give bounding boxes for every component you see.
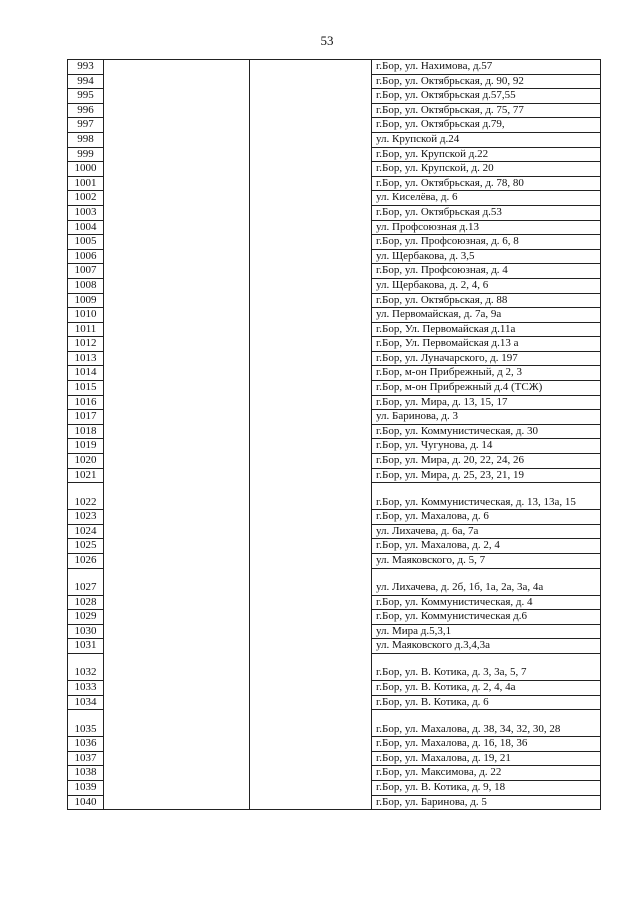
address-cell: г.Бор, ул. Махалова, д. 16, 18, 36 [372, 737, 601, 752]
row-number: 1011 [68, 322, 104, 337]
empty-cell [104, 147, 250, 162]
empty-cell [104, 780, 250, 795]
row-number: 1009 [68, 293, 104, 308]
address-cell: ул. Лихачева, д. 2б, 1б, 1а, 2а, 3а, 4а [372, 568, 601, 595]
table-row [68, 568, 601, 595]
address-cell: ул. Лихачева, д. 6а, 7а [372, 524, 601, 539]
empty-cell [104, 595, 250, 610]
empty-cell [250, 381, 372, 396]
empty-cell [250, 653, 372, 680]
empty-cell [104, 191, 250, 206]
table-row [68, 424, 601, 439]
empty-cell [104, 74, 250, 89]
empty-cell [250, 278, 372, 293]
empty-cell [104, 118, 250, 133]
table-row [68, 468, 601, 483]
table-row [68, 595, 601, 610]
address-cell: ул. Первомайская, д. 7а, 9а [372, 308, 601, 323]
row-number: 996 [68, 103, 104, 118]
address-cell: ул. Маяковского, д. 5, 7 [372, 554, 601, 569]
address-cell: г.Бор, ул. Октябрьская, д. 88 [372, 293, 601, 308]
empty-cell [250, 468, 372, 483]
empty-cell [104, 264, 250, 279]
address-cell: г.Бор, ул. Нахимова, д.57 [372, 60, 601, 75]
empty-cell [250, 524, 372, 539]
row-number: 1025 [68, 539, 104, 554]
empty-cell [250, 293, 372, 308]
empty-cell [104, 468, 250, 483]
empty-cell [104, 308, 250, 323]
empty-cell [104, 639, 250, 654]
empty-cell [250, 103, 372, 118]
empty-cell [104, 366, 250, 381]
empty-cell [250, 766, 372, 781]
empty-cell [250, 424, 372, 439]
table-row [68, 510, 601, 525]
table-row [68, 710, 601, 737]
table-row [68, 264, 601, 279]
empty-cell [250, 539, 372, 554]
empty-cell [250, 595, 372, 610]
address-cell: ул. Киселёва, д. 6 [372, 191, 601, 206]
row-number: 1029 [68, 610, 104, 625]
row-number: 1001 [68, 176, 104, 191]
table-row [68, 103, 601, 118]
table-row [68, 308, 601, 323]
address-table [67, 59, 601, 810]
address-cell: г.Бор, ул. В. Котика, д. 6 [372, 695, 601, 710]
empty-cell [250, 554, 372, 569]
row-number: 1003 [68, 205, 104, 220]
row-number: 1013 [68, 351, 104, 366]
row-number: 1006 [68, 249, 104, 264]
table-row [68, 524, 601, 539]
page-number: 53 [320, 33, 334, 48]
empty-cell [104, 176, 250, 191]
row-number: 998 [68, 132, 104, 147]
table-row [68, 366, 601, 381]
row-number: 1036 [68, 737, 104, 752]
address-cell: г.Бор, ул. В. Котика, д. 3, 3а, 5, 7 [372, 653, 601, 680]
address-cell: г.Бор, ул. Махалова, д. 19, 21 [372, 751, 601, 766]
row-number: 1019 [68, 439, 104, 454]
empty-cell [104, 766, 250, 781]
table-row [68, 737, 601, 752]
table-row [68, 410, 601, 425]
row-number: 1017 [68, 410, 104, 425]
table-row [68, 381, 601, 396]
table-row [68, 554, 601, 569]
table-row [68, 176, 601, 191]
table-row [68, 539, 601, 554]
empty-cell [104, 205, 250, 220]
address-cell: ул. Щербакова, д. 3,5 [372, 249, 601, 264]
table-row [68, 483, 601, 510]
row-number: 1021 [68, 468, 104, 483]
table-row [68, 695, 601, 710]
empty-cell [250, 249, 372, 264]
table-row [68, 322, 601, 337]
empty-cell [104, 454, 250, 469]
address-cell: ул. Маяковского д.3,4,3а [372, 639, 601, 654]
row-number: 1024 [68, 524, 104, 539]
empty-cell [104, 568, 250, 595]
table-row [68, 624, 601, 639]
empty-cell [104, 610, 250, 625]
table-row [68, 132, 601, 147]
empty-cell [250, 795, 372, 810]
empty-cell [104, 795, 250, 810]
table-row [68, 766, 601, 781]
empty-cell [104, 439, 250, 454]
table-row [68, 191, 601, 206]
empty-cell [250, 220, 372, 235]
address-cell: г.Бор, ул. Крупской д.22 [372, 147, 601, 162]
address-cell: г.Бор, ул. Коммунистическая, д. 13, 13а, 15 [372, 483, 601, 510]
row-number: 1035 [68, 710, 104, 737]
address-cell: г.Бор, ул. Профсоюзная, д. 6, 8 [372, 235, 601, 250]
address-cell: г.Бор, ул. Махалова, д. 2, 4 [372, 539, 601, 554]
empty-cell [250, 235, 372, 250]
empty-cell [250, 337, 372, 352]
row-number: 1018 [68, 424, 104, 439]
table-row [68, 118, 601, 133]
empty-cell [250, 710, 372, 737]
empty-cell [104, 737, 250, 752]
address-cell: г.Бор, ул. Октябрьская д.57,55 [372, 89, 601, 104]
empty-cell [250, 322, 372, 337]
empty-cell [250, 132, 372, 147]
empty-cell [104, 337, 250, 352]
empty-cell [250, 568, 372, 595]
address-cell: г.Бор, ул. Коммунистическая, д. 4 [372, 595, 601, 610]
row-number: 1004 [68, 220, 104, 235]
table-row [68, 653, 601, 680]
table-row [68, 74, 601, 89]
row-number: 1028 [68, 595, 104, 610]
empty-cell [250, 639, 372, 654]
empty-cell [250, 410, 372, 425]
empty-cell [104, 132, 250, 147]
empty-cell [250, 89, 372, 104]
address-cell: г.Бор, ул. Октябрьская, д. 78, 80 [372, 176, 601, 191]
address-cell: ул. Щербакова, д. 2, 4, 6 [372, 278, 601, 293]
table-row [68, 454, 601, 469]
row-number: 995 [68, 89, 104, 104]
table-row [68, 293, 601, 308]
empty-cell [250, 264, 372, 279]
empty-cell [250, 162, 372, 177]
row-number: 1040 [68, 795, 104, 810]
row-number: 1037 [68, 751, 104, 766]
row-number: 1031 [68, 639, 104, 654]
row-number: 1012 [68, 337, 104, 352]
empty-cell [104, 539, 250, 554]
empty-cell [104, 351, 250, 366]
empty-cell [104, 680, 250, 695]
address-cell: г.Бор, ул. Мира, д. 25, 23, 21, 19 [372, 468, 601, 483]
empty-cell [250, 780, 372, 795]
table-row [68, 680, 601, 695]
empty-cell [250, 118, 372, 133]
empty-cell [104, 483, 250, 510]
row-number: 1020 [68, 454, 104, 469]
empty-cell [250, 624, 372, 639]
table-row [68, 60, 601, 75]
table-row [68, 795, 601, 810]
table-row [68, 162, 601, 177]
empty-cell [250, 610, 372, 625]
row-number: 997 [68, 118, 104, 133]
address-cell: г.Бор, ул. Профсоюзная, д. 4 [372, 264, 601, 279]
row-number: 1000 [68, 162, 104, 177]
address-cell: г.Бор, Ул. Первомайская д.11а [372, 322, 601, 337]
row-number: 1038 [68, 766, 104, 781]
table-row [68, 337, 601, 352]
empty-cell [250, 680, 372, 695]
table-row [68, 439, 601, 454]
address-cell: г.Бор, м-он Прибрежный, д 2, 3 [372, 366, 601, 381]
empty-cell [104, 60, 250, 75]
row-number: 1032 [68, 653, 104, 680]
empty-cell [104, 162, 250, 177]
empty-cell [104, 695, 250, 710]
table-row [68, 610, 601, 625]
address-cell: г.Бор, ул. Баринова, д. 5 [372, 795, 601, 810]
row-number: 999 [68, 147, 104, 162]
empty-cell [104, 278, 250, 293]
address-cell: г.Бор, ул. Коммунистическая д.6 [372, 610, 601, 625]
empty-cell [104, 103, 250, 118]
table-row [68, 89, 601, 104]
row-number: 993 [68, 60, 104, 75]
address-cell: г.Бор, м-он Прибрежный д.4 (ТСЖ) [372, 381, 601, 396]
address-cell: г.Бор, ул. Крупской, д. 20 [372, 162, 601, 177]
empty-cell [104, 554, 250, 569]
empty-cell [104, 410, 250, 425]
address-cell: ул. Мира д.5,3,1 [372, 624, 601, 639]
empty-cell [104, 293, 250, 308]
row-number: 1026 [68, 554, 104, 569]
empty-cell [104, 624, 250, 639]
empty-cell [104, 395, 250, 410]
row-number: 1002 [68, 191, 104, 206]
table-row [68, 249, 601, 264]
row-number: 994 [68, 74, 104, 89]
row-number: 1022 [68, 483, 104, 510]
address-cell: ул. Крупской д.24 [372, 132, 601, 147]
row-number: 1027 [68, 568, 104, 595]
empty-cell [104, 89, 250, 104]
empty-cell [104, 249, 250, 264]
empty-cell [104, 510, 250, 525]
empty-cell [250, 737, 372, 752]
table-row [68, 235, 601, 250]
row-number: 1034 [68, 695, 104, 710]
empty-cell [104, 220, 250, 235]
address-cell: г.Бор, ул. В. Котика, д. 9, 18 [372, 780, 601, 795]
address-cell: г.Бор, ул. Коммунистическая, д. 30 [372, 424, 601, 439]
empty-cell [104, 424, 250, 439]
table-row [68, 220, 601, 235]
row-number: 1016 [68, 395, 104, 410]
empty-cell [250, 147, 372, 162]
empty-cell [104, 235, 250, 250]
table-row [68, 395, 601, 410]
empty-cell [250, 176, 372, 191]
address-cell: г.Бор, ул. Октябрьская, д. 90, 92 [372, 74, 601, 89]
address-cell: г.Бор, ул. Луначарского, д. 197 [372, 351, 601, 366]
empty-cell [250, 695, 372, 710]
address-table-body [68, 60, 601, 810]
row-number: 1039 [68, 780, 104, 795]
row-number: 1014 [68, 366, 104, 381]
address-cell: г.Бор, ул. Мира, д. 20, 22, 24, 26 [372, 454, 601, 469]
address-cell: г.Бор, ул. Максимова, д. 22 [372, 766, 601, 781]
table-row [68, 147, 601, 162]
row-number: 1010 [68, 308, 104, 323]
address-cell: г.Бор, ул. Махалова, д. 38, 34, 32, 30, 28 [372, 710, 601, 737]
empty-cell [104, 381, 250, 396]
address-cell: г.Бор, ул. Октябрьская д.79, [372, 118, 601, 133]
address-cell: г.Бор, ул. Чугунова, д. 14 [372, 439, 601, 454]
empty-cell [250, 191, 372, 206]
empty-cell [250, 751, 372, 766]
empty-cell [250, 308, 372, 323]
empty-cell [250, 510, 372, 525]
empty-cell [250, 366, 372, 381]
empty-cell [250, 74, 372, 89]
row-number: 1033 [68, 680, 104, 695]
table-row [68, 278, 601, 293]
row-number: 1008 [68, 278, 104, 293]
row-number: 1005 [68, 235, 104, 250]
table-row [68, 780, 601, 795]
row-number: 1030 [68, 624, 104, 639]
empty-cell [104, 524, 250, 539]
empty-cell [250, 483, 372, 510]
address-cell: г.Бор, ул. В. Котика, д. 2, 4, 4а [372, 680, 601, 695]
address-cell: г.Бор, ул. Мира, д. 13, 15, 17 [372, 395, 601, 410]
address-cell: ул. Баринова, д. 3 [372, 410, 601, 425]
row-number: 1007 [68, 264, 104, 279]
table-row [68, 639, 601, 654]
empty-cell [250, 205, 372, 220]
address-cell: г.Бор, ул. Махалова, д. 6 [372, 510, 601, 525]
row-number: 1015 [68, 381, 104, 396]
address-cell: г.Бор, ул. Октябрьская д.53 [372, 205, 601, 220]
row-number: 1023 [68, 510, 104, 525]
address-cell: г.Бор, Ул. Первомайская д.13 а [372, 337, 601, 352]
table-row [68, 351, 601, 366]
empty-cell [104, 710, 250, 737]
table-row [68, 751, 601, 766]
address-cell: ул. Профсоюзная д.13 [372, 220, 601, 235]
address-cell: г.Бор, ул. Октябрьская, д. 75, 77 [372, 103, 601, 118]
empty-cell [250, 439, 372, 454]
empty-cell [250, 454, 372, 469]
empty-cell [104, 751, 250, 766]
empty-cell [250, 60, 372, 75]
empty-cell [104, 322, 250, 337]
empty-cell [250, 351, 372, 366]
empty-cell [250, 395, 372, 410]
table-row [68, 205, 601, 220]
empty-cell [104, 653, 250, 680]
